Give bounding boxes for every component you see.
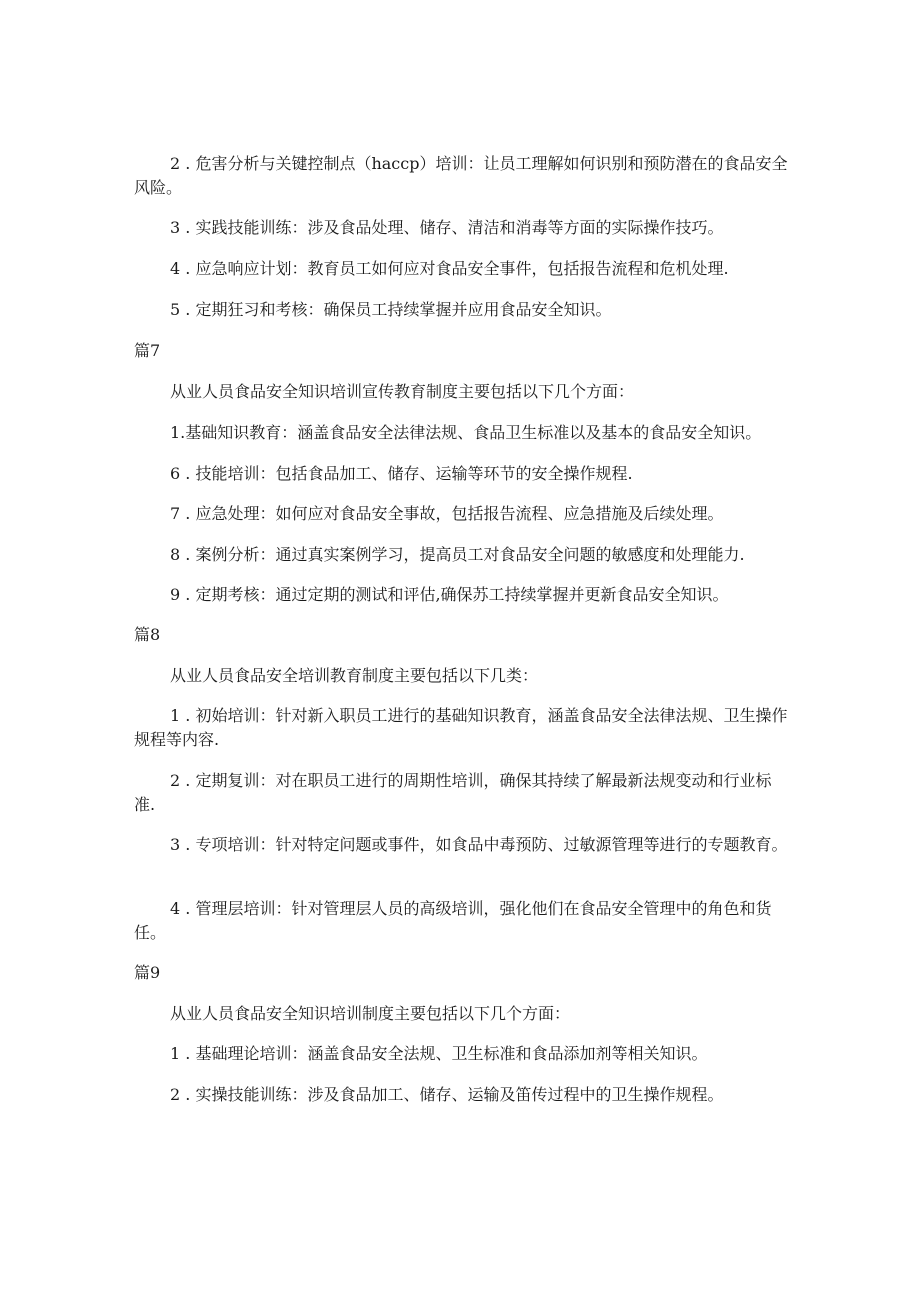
paragraph: 3 . 专项培训：针对特定问题或事件，如食品中毒预防、过敏源管理等进行的专题教育。	[170, 835, 788, 854]
paragraph: 从业人员食品安全知识培训制度主要包括以下几个方面：	[170, 1004, 571, 1023]
paragraph: 6 . 技能培训：包括食品加工、储存、运输等环节的安全操作规程.	[170, 464, 633, 483]
paragraph: 2 . 实操技能训练：涉及食品加工、储存、运输及笛传过程中的卫生操作规程。	[170, 1085, 724, 1104]
paragraph: 9 . 定期考核：通过定期的测试和评估,确保苏工持续掌握并更新食品安全知识。	[170, 585, 729, 604]
section-heading: 篇9	[134, 963, 161, 982]
paragraph: 4 . 应急响应计划：教育员工如何应对食品安全事件，包括报告流程和危机处理.	[170, 259, 729, 278]
paragraph: 4 . 管理层培训：针对管理层人员的高级培训，强化他们在食品安全管理中的角色和货任。	[134, 899, 772, 942]
paragraph: 从业人员食品安全培训教育制度主要包括以下几类：	[170, 666, 539, 685]
paragraph: 2 . 定期复训：对在职员工进行的周期性培训，确保其持续了解最新法规变动和行业标准.	[134, 771, 772, 814]
paragraph: 1.基础知识教育：涵盖食品安全法律法规、食品卫生标准以及基本的食品安全知识。	[170, 423, 762, 442]
paragraph: 1 . 基础理论培训：涵盖食品安全法规、卫生标准和食品添加剂等相关知识。	[170, 1044, 708, 1063]
section-heading: 篇8	[134, 625, 161, 644]
paragraph: 8 . 案例分析：通过真实案例学习，提高员工对食品安全问题的敏感度和处理能力.	[170, 545, 745, 564]
section-heading: 篇7	[134, 341, 161, 360]
paragraph: 1 . 初始培训：针对新入职员工进行的基础知识教育，涵盖食品安全法律法规、卫生操作规程等内容.	[134, 706, 788, 749]
paragraph: 5 . 定期狂习和考核：确保员工持续掌握并应用食品安全知识。	[170, 300, 612, 319]
paragraph: 7 . 应急处理：如何应对食品安全事故，包括报告流程、应急措施及后续处理。	[170, 504, 724, 523]
paragraph: 从业人员食品安全知识培训宣传教育制度主要包括以下几个方面：	[170, 382, 635, 401]
paragraph: 3 . 实践技能训练：涉及食品处理、储存、清洁和消毒等方面的实际操作技巧。	[170, 218, 724, 237]
paragraph: 2 . 危害分析与关键控制点（haccp）培训：让员工理解如何识别和预防潜在的食品安全风险。	[134, 154, 788, 197]
